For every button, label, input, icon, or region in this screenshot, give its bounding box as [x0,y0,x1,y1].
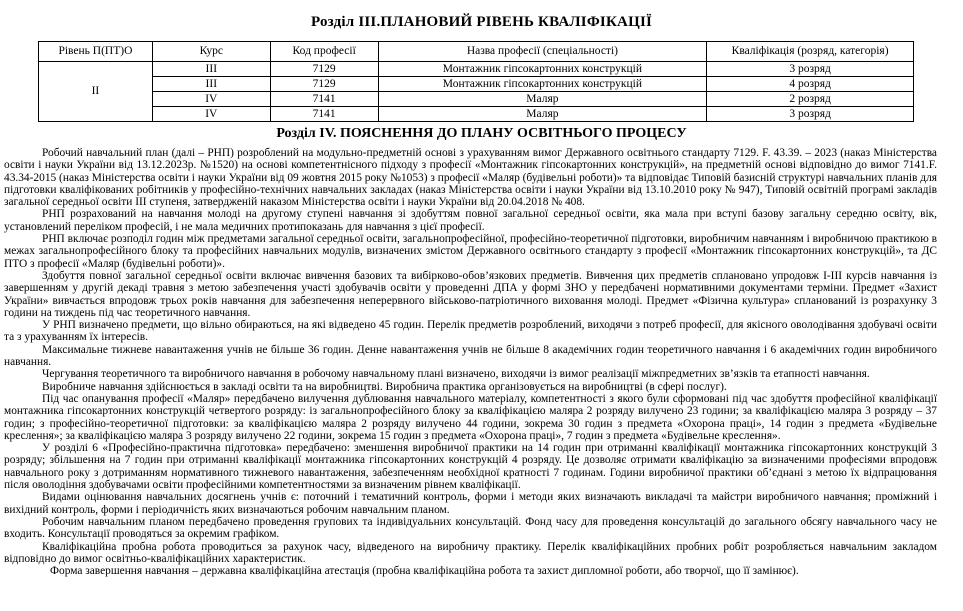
paragraph-alternation: Чергування теоретичного та виробничого навчання в робочому навчальному плані визначено, виходячи із вимог реалізації міжпредметних зв’язків та етапності навчання. [42,368,870,381]
level-cell: ІІ [39,62,153,122]
code-cell: 7141 [270,92,378,107]
table-row [39,77,914,92]
paragraph-qualification-work: Кваліфікаційна пробна робота проводиться за рахунок часу, відведеного на виробничу практику. Перелік кваліфікаційних пробних робіт розробляється навчальним закладом відповідно до вимог освітньо-кваліфікаційних характеристик. [4,540,937,565]
qualification-cell: 2 розряд [707,92,914,107]
section3-title: Розділ ІІІ.ПЛАНОВИЙ РІВЕНЬ КВАЛІФІКАЦІЇ [310,14,653,30]
code-cell: 7141 [270,107,378,122]
qualification-table [38,41,914,122]
explanation-body [4,147,937,577]
header-course: Курс [152,42,270,62]
qualification-cell: 3 розряд [707,62,914,77]
paragraph-production-training: Виробниче навчання здійснюється в закладі освіти та на виробництві. Виробнича практика організовується на виробництві (в сфері послуг). [42,380,727,393]
qualification-cell: 4 розряд [707,77,914,92]
paragraph-target-group: РНП розрахований на навчання молоді на другому ступені навчання зі здобуттям повної загальної середньої освіти, яка мала при вступі базову загальну середню освіту, вік, установлений переліком професій, і не мала медичних протипоказань для навчання з цієї професії. [4,208,937,233]
code-cell: 7129 [270,62,378,77]
header-name: Назва професії (спеціальності) [378,42,707,62]
course-cell: ІІІ [152,62,270,77]
paragraph-duplication-removal: Під час опанування професії «Маляр» передбачено вилучення дублювання навчального матеріалу, компетентності з якого були сформовані під час здобуття професійної кваліфікації монтажника гіпсокартонних конструкцій четвертого розряду: із загальнопрофесійного блоку за кваліфікацією маляра 2 розряду вилучено 23 години; за кваліфікацією маляра 3 розряду – 37 годин; з професійно-теоретичної підготовки: за кваліфікацією маляра 2 розряду вилучено 44 години, зокрема 30 годин з предмета «Охорона праці», 14 годин з предмета «Будівельне креслення»; за кваліфікацією маляра 3 розряду вилучено 22 години, зокрема 15 годин з предмета «Охорона праці», 7 годин з предмета «Будівельне креслення». [4,392,937,442]
paragraph-plan-basis: Робочий навчальний план (далі – РНП) розроблений на модульно-предметній основі з урахуванням вимог Державного освітнього стандарту 7129. F. 43.39. – 2023 (наказ Міністерства освіти і науки України від 13.12.2023р. №1520) на основі компетентнісного підходу з професії «Монтажник гіпсокартонних конструкцій», на предметній основі відповідно до вимог 7141.F. 43.34-2015 (наказ Міністерства освіти і науки України від 09 жовтня 2015 року №1053) з професії «Маляр (будівельні роботи)» та відповідає Типовій базисній структурі навчальних планів для підготовки кваліфікованих робітників у професійно-технічних навчальних закладах (наказ Міністерства освіти і науки України від 13.10.2010 року № 947), Типовій освітній програмі закладів загальної середньої освіти ІІІ ступеня, затвердженій наказом Міністерства освіти і науки України від 20.04.2018 № 408. [4,147,937,209]
table-row [39,62,914,77]
paragraph-general-education: Здобуття повної загальної середньої освіти включає вивчення базових та вибірково-обов’язкових предметів. Вивчення цих предметів сплановано упродовж І-ІІІ курсів навчання із завершенням у другій декаді травня з метою забезпечення участі здобувачів освіти у проведенні ДПА у формі ЗНО у передбачені нормативними документами терміни. Предмет «Захист України» вивчається впродовж трьох років навчання для забезпечення неперервного військово-патріотичного виховання молоді. Предмет «Фізична культура» спланований із розрахунку 3 години на тиждень під час теоретичного навчання. [4,269,937,319]
paragraph-elective-subjects: У РНП визначено предмети, що вільно обираються, на які відведено 45 годин. Перелік предметів розроблений, виходячи з потреб професії, для якісного оволодівання здобувачі освіти та з урахуванням їх інтересів. [4,319,937,344]
section4-title: Розділ ІV. ПОЯСНЕННЯ ДО ПЛАНУ ОСВІТНЬОГО ПРОЦЕСУ [276,126,687,141]
paragraph-completion-form: Форма завершення навчання – державна кваліфікаційна атестація (пробна кваліфікаційна робота та захист дипломної роботи, або творчої, що її замінює). [50,565,799,578]
code-cell: 7129 [270,77,378,92]
course-cell: ІV [152,92,270,107]
profession-cell: Маляр [378,92,707,107]
header-level: Рівень П(ПТ)О [39,42,153,62]
header-qualification: Кваліфікація (розряд, категорія) [707,42,914,62]
profession-cell: Монтажник гіпсокартонних конструкцій [378,62,707,77]
table-header-row [39,42,914,62]
header-code: Код професії [270,42,378,62]
profession-cell: Маляр [378,107,707,122]
paragraph-assessment: Видами оцінювання навчальних досягнень учнів є: поточний і тематичний контроль, форми і методи яких визначають викладачі та майстри виробничого навчання; проміжний і вихідний контроль, форми і періодичність яких визначаються робочим навчальним планом. [4,491,937,516]
profession-cell: Монтажник гіпсокартонних конструкцій [378,77,707,92]
course-cell: ІІІ [152,77,270,92]
paragraph-consultations: Робочим навчальним планом передбачено проведення групових та індивідуальних консультацій. Фонд часу для проведення консультацій до загального обсягу навчального часу не входить. Консультації проводяться за окремим графіком. [4,515,937,541]
course-cell: ІV [152,107,270,122]
paragraph-practical-training: У розділі 6 «Професійно-практична підготовка» передбачено: зменшення виробничої практики на 14 годин при отриманні кваліфікації монтажника гіпсокартонних конструкцій 3 розряду; збільшення на 7 годин при отриманні кваліфікації монтажника гіпсокартонних конструкцій 4 розряду. Це дозволяє отримати кваліфікацію за визначеними професіями впродовж навчального року з дотриманням нормативного тижневого навантаження, забезпеченням необхідної кратності 7 годинам. Години виробничої практики об’єднані з метою їх відпрацювання після оволодіння здобувачами освіти професійними компетентностями за визначеним рівнем кваліфікації. [4,442,937,492]
table-row [39,107,914,122]
table-row [39,92,914,107]
paragraph-hours-distribution: РНП включає розподіл годин між предметами загальної середньої освіти, загальнопрофесійної, професійно-теоретичної підготовки, виробничим навчанням і виробничою практикою в межах загальнопрофесійного блоку та професійних навчальних модулів, визначених змістом Державного освітнього стандарту з професії «Монтажник гіпсокартонних конструкцій», та ДС ПТО з професії «Маляр (будівельні роботи)». [4,233,937,270]
qualification-cell: 3 розряд [707,107,914,122]
paragraph-weekly-load: Максимальне тижневе навантаження учнів не більше 36 годин. Денне навантаження учнів не більше 8 академічних годин теоретичного навчання і 6 академічних годин виробничого навчання. [4,343,937,369]
